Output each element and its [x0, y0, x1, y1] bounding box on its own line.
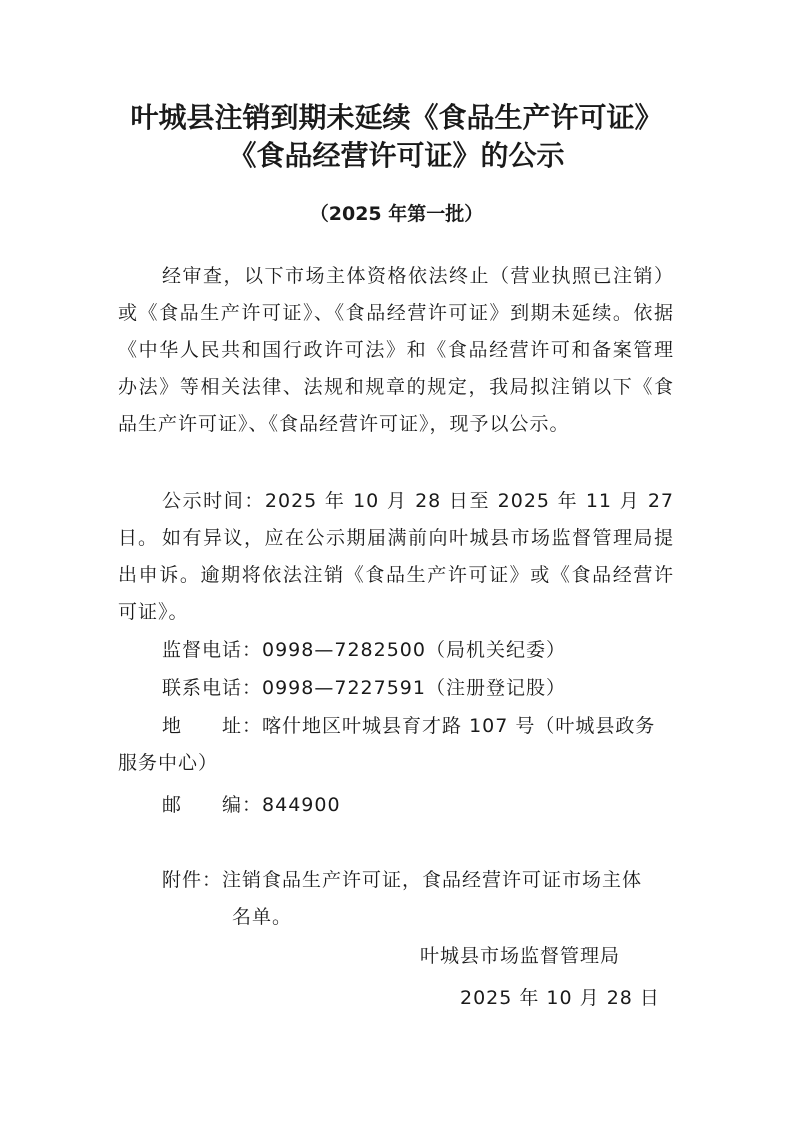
contact-phone: 联系电话：0998—7227591（注册登记股） [162, 677, 566, 699]
paragraph-notice: 经审查，以下市场主体资格依法终止（营业执照已注销）或《食品生产许可证》、《食品经营许可证》到期未延续。依据《中华人民共和国行政许可法》和《食品经营许可和备案管理办法》等相关法律、法规和规章的规定，我局拟注销以下《食品生产许可证》、《食品经营许可证》，现予以公示。 [118, 265, 674, 435]
postal-code [162, 787, 341, 824]
attachment-line-1: 附件：注销食品生产许可证，食品经营许可证市场主体 [162, 869, 643, 891]
document-subtitle: （2025 年第一批） [309, 203, 484, 225]
signature-date: 2025 年 10 月 28 日 [460, 987, 660, 1009]
document-title-line-1: 叶城县注销到期未延续《食品生产许可证》 [130, 101, 663, 134]
address-label-2: 址： [222, 715, 263, 737]
attachment-line-2: 名单。 [232, 906, 293, 928]
paragraph-period: 公示时间：2025 年 10 月 28 日至 2025 年 11 月 27 日。 [118, 490, 674, 549]
postal-value: 844900 [262, 794, 341, 816]
signature-organization: 叶城县市场监督管理局 [420, 945, 621, 967]
document-title-line-2: 《食品经营许可证》的公示 [228, 139, 565, 172]
paragraph-objection: 如有异议，应在公示期届满前向叶城县市场监督管理局提出申诉。逾期将依法注销《食品生产许可证》或《食品经营许可证》。 [118, 527, 674, 623]
postal-label-1: 邮 [162, 794, 183, 816]
address-label-1: 地 [162, 715, 183, 737]
address-value: 喀什地区叶城县育才路 107 号（叶城县政务服务中心） [118, 715, 656, 774]
postal-label-2: 编： [222, 794, 263, 816]
supervision-phone: 监督电话：0998—7282500（局机关纪委） [162, 639, 566, 661]
address [118, 708, 674, 782]
